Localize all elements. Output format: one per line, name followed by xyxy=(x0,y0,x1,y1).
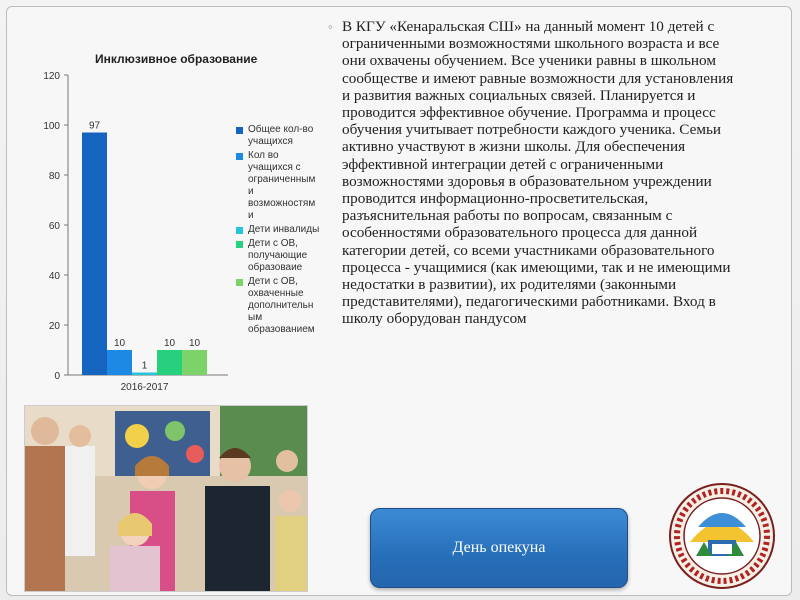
legend-label-line: и xyxy=(248,186,254,197)
legend-swatch xyxy=(236,227,243,234)
legend-label-line: ограниченным xyxy=(248,174,316,185)
legend-label-line: охваченные xyxy=(248,288,304,299)
legend-label-line: Дети с ОВ, xyxy=(248,276,298,287)
legend-label-line: получающие xyxy=(248,250,308,261)
bar-3 xyxy=(132,373,157,376)
photo-illustration xyxy=(25,406,307,591)
bar-1 xyxy=(82,133,107,376)
legend-label-line: Дети инвалиды xyxy=(248,224,320,235)
y-tick-label: 60 xyxy=(48,221,60,232)
y-tick-label: 80 xyxy=(48,171,60,182)
chart-legend xyxy=(236,124,328,338)
legend-swatch xyxy=(236,241,243,248)
legend-label-line: Кол во xyxy=(248,150,279,161)
legend-entry xyxy=(236,150,328,222)
bar-5 xyxy=(182,350,207,375)
legend-label-line: Общее кол-во xyxy=(248,124,314,135)
bar-value-label: 10 xyxy=(113,338,126,349)
legend-label-line: дополнительн xyxy=(248,300,314,311)
y-tick-label: 20 xyxy=(48,321,60,332)
legend-label-line: возможностям xyxy=(248,198,316,209)
legend-label-line: и xyxy=(248,210,254,221)
bar-value-label: 10 xyxy=(163,338,176,349)
description-paragraph: В КГУ «Кенаральская СШ» на данный момент 10 детей с ограниченными возможностями школьного возраста и все они охвачены обучением. Все ученики равны в школьном сообществе и имеют равные возможности для установления и развития важных социальных связей. Планируется и проводится эффективное обучение. Программа и процесс обучения учитывает потребности каждого ученика. Семьи активно участвуют в жизни школы. Для обеспечения эффективной интеграции детей с ограниченными возможностями здоровья в образовательном учреждении проводится информационно-просветительская, разъяснительная работы по вопросам, связанным с особенностями образовательного процесса для данной категории детей, со всеми участниками образовательного процесса - учащимися (как имеющими, так и не имеющими недостатки в развитии), их родителями (законными представителями), педагогическими работниками. Вход в школу оборудован пандусом xyxy=(342,18,734,328)
legend-label-line: учащихся xyxy=(248,136,293,147)
legend-entry xyxy=(236,276,328,336)
legend-swatch xyxy=(236,127,243,134)
bar-chart xyxy=(30,60,240,395)
bullet-icon: ◦ xyxy=(328,19,333,34)
bar-value-label: 97 xyxy=(88,120,101,132)
chart-title: Инклюзивное образование xyxy=(95,52,258,66)
legend-swatch xyxy=(236,153,243,160)
legend-entry xyxy=(236,224,328,236)
legend-swatch xyxy=(236,279,243,286)
y-tick-label: 40 xyxy=(48,271,60,282)
school-logo xyxy=(668,482,776,590)
legend-entry xyxy=(236,238,328,274)
bar-value-label: 1 xyxy=(141,360,148,372)
legend-label-line: образоваие xyxy=(248,262,303,273)
x-category-label: 2016-2017 xyxy=(120,382,169,393)
bar-value-label: 10 xyxy=(188,338,201,349)
bar-2 xyxy=(107,350,132,375)
guardian-day-button[interactable] xyxy=(370,508,628,588)
guardian-day-button-label: День опекуна xyxy=(452,539,546,556)
legend-entry xyxy=(236,124,328,148)
y-tick-label: 0 xyxy=(54,371,60,382)
y-tick-label: 120 xyxy=(43,71,60,82)
y-tick-label: 100 xyxy=(43,121,60,132)
legend-label-line: Дети с ОВ, xyxy=(248,238,298,249)
bar-4 xyxy=(157,350,182,375)
classroom-photo xyxy=(24,405,308,592)
legend-label-line: образованием xyxy=(248,324,315,335)
legend-label-line: ым xyxy=(248,312,263,323)
legend-label-line: учащихся с xyxy=(248,162,301,173)
description-text xyxy=(328,18,737,328)
